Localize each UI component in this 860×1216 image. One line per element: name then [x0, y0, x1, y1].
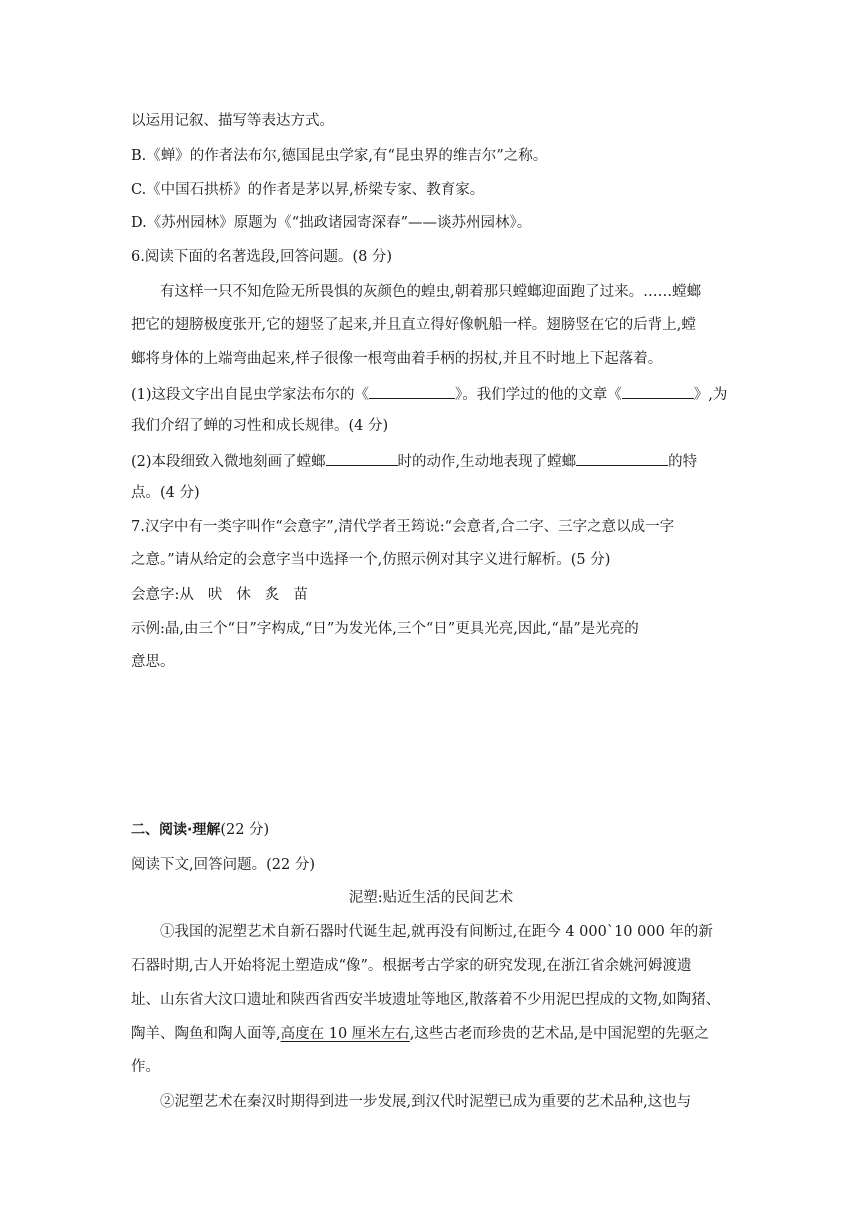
- q6-sub1-line-1: [131, 383, 727, 403]
- q7-chars-label: 会意字:: [131, 587, 180, 603]
- q6-sub1-text-c: 》,为: [693, 387, 728, 403]
- option-c: C.《中国石拱桥》的作者是茅以昇,桥梁专家、教育家。: [131, 182, 485, 198]
- q6-passage-line-2: 把它的翅膀极度张开,它的翅竖了起来,并且直立得好像帆船一样。翅膀竖在它的后背上,螳: [131, 317, 696, 333]
- q6-sub1-line-2: 我们介绍了蝉的习性和成长规律。(4 分): [131, 418, 389, 434]
- q7-stem-line-1: 7.汉字中有一类字叫作“会意字”,清代学者王筠说:“会意者,合二字、三字之意以成一字: [131, 519, 675, 535]
- paragraph-1-line-1: ①我国的泥塑艺术自新石器时代诞生起,就再没有间断过,在距今 4 000`10 000 年的新: [160, 924, 713, 940]
- paragraph-1-line-5: 作。: [131, 1059, 160, 1075]
- option-d: D.《苏州园林》原题为《“拙政诸园寄深春”——谈苏州园林》。: [131, 215, 532, 231]
- section-heading: [131, 820, 269, 840]
- q6-sub2-blank-trait[interactable]: [576, 450, 668, 466]
- q7-char: 休: [236, 587, 251, 603]
- q7-char: 苗: [293, 587, 308, 603]
- q6-passage-line-1: 有这样一只不知危险无所畏惧的灰颜色的蝗虫,朝着那只螳螂迎面跑了过来。……螳螂: [160, 284, 702, 300]
- q6-sub1-blank-book[interactable]: [369, 383, 455, 399]
- article-title: 泥塑:贴近生活的民间艺术: [348, 890, 514, 906]
- q6-sub2-text-c: 的特: [668, 454, 698, 470]
- paragraph-1-line-4-b: ,这些古老而珍贵的艺术品,是中国泥塑的先驱之: [409, 1026, 709, 1042]
- q7-chars-line: [131, 585, 308, 605]
- paragraph-1-line-2: 石器时期,古人开始将泥土塑造成“像”。根据考古学家的研究发现,在浙江省余姚河姆渡遗: [131, 958, 692, 974]
- q6-sub1-blank-article[interactable]: [622, 383, 694, 399]
- section-instruction: 阅读下文,回答问题。(22 分): [131, 857, 315, 873]
- q6-stem: 6.阅读下面的名著选段,回答问题。(8 分): [131, 249, 393, 265]
- q6-sub1-text-b: 》。我们学过的他的文章《: [455, 387, 622, 403]
- paragraph-1-line-4: [131, 1024, 709, 1044]
- section-heading-title: 二、阅读·理解: [131, 822, 221, 838]
- option-b: B.《蝉》的作者法布尔,德国昆虫学家,有“昆虫界的维吉尔”之称。: [131, 148, 548, 164]
- q6-sub2-text-b: 时的动作,生动地表现了螳螂: [397, 454, 577, 470]
- q7-char: 吠: [207, 587, 223, 603]
- q7-char: 炙: [264, 587, 280, 603]
- paragraph-1-line-3: 址、山东省大汶口遗址和陕西省西安半坡遗址等地区,散落着不少用泥巴捏成的文物,如陶猪、: [131, 992, 721, 1008]
- section-heading-score: (22 分): [220, 822, 270, 838]
- paragraph-1-line-4-a: 陶羊、陶鱼和陶人面等,: [131, 1026, 281, 1042]
- q7-example-line-1: 示例:晶,由三个“日”字构成,“日”为发光体,三个“日”更具光亮,因此,“晶”是光亮的: [131, 621, 639, 637]
- q6-sub2-blank-action[interactable]: [326, 450, 398, 466]
- q6-sub2-line-2: 点。(4 分): [131, 485, 200, 501]
- q7-stem-line-2: 之意。”请从给定的会意字当中选择一个,仿照示例对其字义进行解析。(5 分): [131, 552, 611, 568]
- q6-sub2-text-a: (2)本段细致入微地刻画了螳螂: [131, 454, 326, 470]
- paragraph-2-line-1: ②泥塑艺术在秦汉时期得到进一步发展,到汉代时泥塑已成为重要的艺术品种,这也与: [160, 1094, 692, 1110]
- prev-line-tail: 以运用记叙、描写等表达方式。: [131, 113, 334, 129]
- q7-example-line-2: 意思。: [131, 654, 175, 670]
- underlined-phrase: 高度在 10 厘米左右: [280, 1026, 410, 1042]
- q6-sub1-text-a: (1)这段文字出自昆虫学家法布尔的《: [131, 387, 370, 403]
- q6-passage-line-3: 螂将身体的上端弯曲起来,样子很像一根弯曲着手柄的拐杖,并且不时地上下起落着。: [131, 351, 663, 367]
- q6-sub2-line-1: [131, 450, 697, 470]
- q7-char: 从: [179, 587, 194, 603]
